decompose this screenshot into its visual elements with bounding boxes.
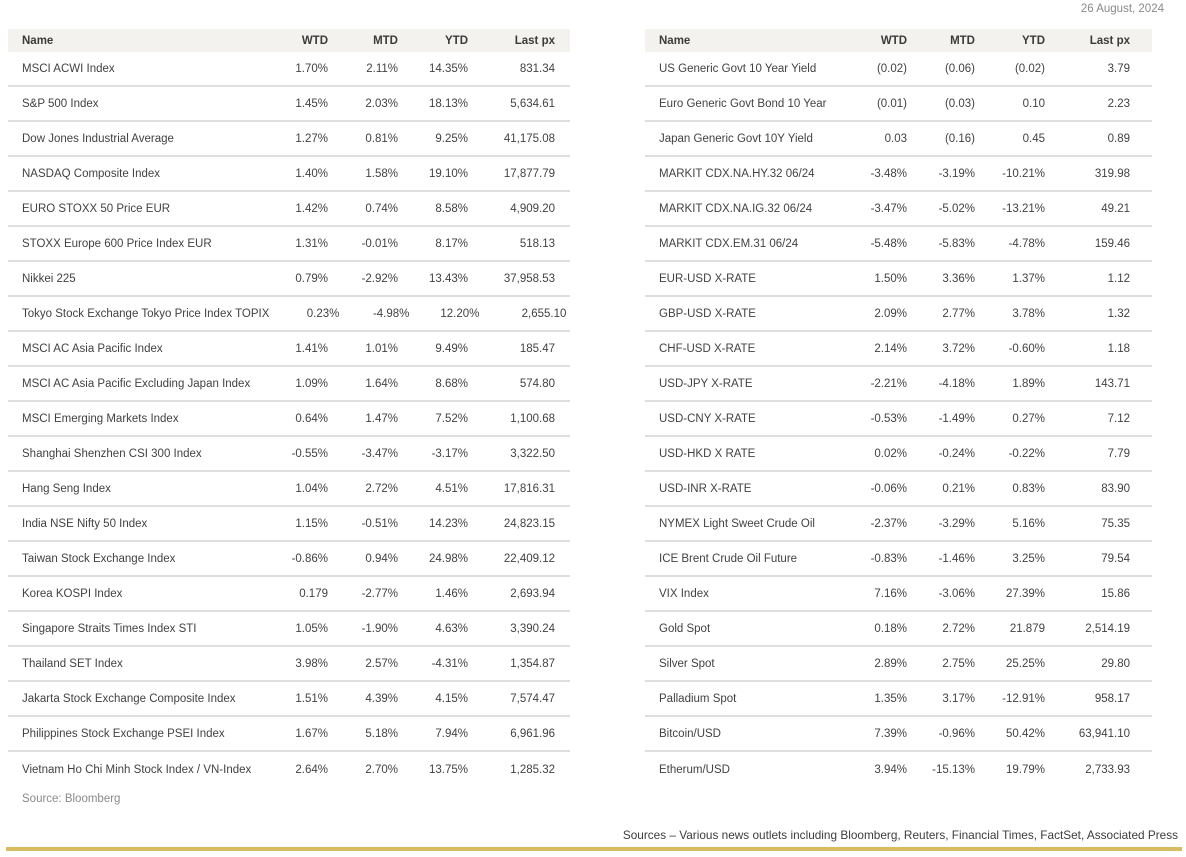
row-wtd: 1.35% (874, 692, 907, 705)
table-row (645, 367, 1152, 402)
row-mtd: 2.03% (365, 97, 398, 110)
table-row (8, 542, 570, 577)
row-ytd: 50.42% (1005, 727, 1045, 740)
row-ytd: 4.63% (435, 622, 468, 635)
row-wtd: 2.64% (295, 763, 328, 776)
table-row (645, 227, 1152, 262)
row-wtd: -0.06% (870, 482, 907, 495)
row-ytd: 14.23% (428, 517, 468, 530)
table-row (8, 682, 570, 717)
row-ytd: -12.91% (1002, 692, 1045, 705)
row-ytd: 1.46% (435, 587, 468, 600)
row-wtd: 1.04% (295, 482, 328, 495)
row-wtd: -2.37% (870, 517, 907, 530)
row-wtd: 0.02% (874, 447, 907, 460)
market-indices-table (8, 29, 570, 787)
row-ytd: 5.16% (1012, 517, 1045, 530)
row-name: India NSE Nifty 50 Index (22, 517, 148, 530)
row-last-px: 83.90 (1101, 482, 1130, 495)
row-wtd: 3.94% (874, 763, 907, 776)
row-ytd: 13.43% (428, 272, 468, 285)
row-last-px: 29.80 (1101, 657, 1130, 670)
table-row (645, 752, 1152, 787)
row-wtd: 1.05% (295, 622, 328, 635)
row-ytd: 3.78% (1012, 307, 1045, 320)
row-ytd: 21.879 (1009, 622, 1045, 635)
row-last-px: 7.79 (1107, 447, 1130, 460)
row-name: Tokyo Stock Exchange Tokyo Price Index TOPIX (22, 307, 270, 320)
row-name: Gold Spot (659, 622, 711, 635)
row-last-px: 6,961.96 (510, 727, 555, 740)
col-header-name: Name (659, 34, 691, 47)
row-wtd: 7.16% (874, 587, 907, 600)
row-last-px: 3,390.24 (510, 622, 555, 635)
row-wtd: 2.09% (874, 307, 907, 320)
row-wtd: -0.83% (870, 552, 907, 565)
row-ytd: 3.25% (1012, 552, 1045, 565)
row-mtd: -5.83% (938, 237, 975, 250)
row-ytd: 9.49% (435, 342, 468, 355)
row-ytd: 24.98% (428, 552, 468, 565)
row-ytd: 1.89% (1012, 377, 1045, 390)
row-ytd: 7.94% (435, 727, 468, 740)
row-last-px: 1.12 (1107, 272, 1130, 285)
col-header-mtd: MTD (373, 34, 398, 47)
row-last-px: 63,941.10 (1078, 727, 1130, 740)
table-row (8, 472, 570, 507)
row-mtd: 0.94% (365, 552, 398, 565)
row-mtd: 1.47% (365, 412, 398, 425)
row-mtd: -0.51% (361, 517, 398, 530)
source-note: Source: Bloomberg (22, 793, 121, 805)
table-row (645, 507, 1152, 542)
table-row (645, 192, 1152, 227)
row-mtd: (0.16) (944, 132, 975, 145)
table-row (645, 122, 1152, 157)
row-last-px: 185.47 (519, 342, 555, 355)
row-mtd: 2.70% (365, 763, 398, 776)
row-name: MARKIT CDX.NA.IG.32 06/24 (659, 202, 813, 215)
row-name: EURO STOXX 50 Price EUR (22, 202, 171, 215)
row-ytd: 8.17% (435, 237, 468, 250)
row-last-px: 17,816.31 (503, 482, 555, 495)
row-last-px: 5,634.61 (510, 97, 555, 110)
col-header-ytd: YTD (445, 34, 468, 47)
row-mtd: 0.74% (365, 202, 398, 215)
row-last-px: 319.98 (1094, 167, 1130, 180)
row-wtd: 0.179 (299, 587, 328, 600)
row-name: MARKIT CDX.NA.HY.32 06/24 (659, 167, 815, 180)
row-name: VIX Index (659, 587, 709, 600)
row-last-px: 1.18 (1107, 342, 1130, 355)
row-name: Euro Generic Govt Bond 10 Year (659, 97, 827, 110)
row-name: Korea KOSPI Index (22, 587, 123, 600)
row-mtd: 3.72% (942, 342, 975, 355)
row-wtd: 1.70% (295, 62, 328, 75)
row-mtd: 1.01% (365, 342, 398, 355)
row-name: Vietnam Ho Chi Minh Stock Index / VN-Index (22, 763, 252, 776)
row-wtd: -0.55% (291, 447, 328, 460)
row-ytd: -4.31% (431, 657, 468, 670)
bottom-accent-bar (6, 847, 1182, 851)
row-name: USD-HKD X RATE (659, 447, 756, 460)
row-mtd: -1.46% (938, 552, 975, 565)
row-mtd: -1.49% (938, 412, 975, 425)
row-wtd: 0.18% (874, 622, 907, 635)
table-row (645, 542, 1152, 577)
row-last-px: 1.32 (1107, 307, 1130, 320)
row-name: EUR-USD X-RATE (659, 272, 756, 285)
table-row (645, 682, 1152, 717)
row-last-px: 49.21 (1101, 202, 1130, 215)
row-ytd: -4.78% (1008, 237, 1045, 250)
row-wtd: -0.86% (291, 552, 328, 565)
row-mtd: 0.81% (365, 132, 398, 145)
row-ytd: 4.51% (435, 482, 468, 495)
row-last-px: 958.17 (1094, 692, 1130, 705)
table-row (645, 577, 1152, 612)
row-last-px: 1,100.68 (510, 412, 555, 425)
row-wtd: (0.02) (876, 62, 907, 75)
row-name: MSCI AC Asia Pacific Index (22, 342, 163, 355)
row-name: Bitcoin/USD (659, 727, 721, 740)
row-name: USD-INR X-RATE (659, 482, 752, 495)
row-last-px: 17,877.79 (503, 167, 555, 180)
row-name: Singapore Straits Times Index STI (22, 622, 197, 635)
row-wtd: 1.51% (295, 692, 328, 705)
row-mtd: -3.29% (938, 517, 975, 530)
row-last-px: 79.54 (1101, 552, 1130, 565)
row-wtd: 3.98% (295, 657, 328, 670)
row-last-px: 3.79 (1107, 62, 1130, 75)
col-header-wtd: WTD (301, 34, 328, 47)
row-mtd: -2.77% (361, 587, 398, 600)
table-row (645, 717, 1152, 752)
row-name: MSCI ACWI Index (22, 62, 115, 75)
row-name: NYMEX Light Sweet Crude Oil (659, 517, 815, 530)
row-mtd: -5.02% (938, 202, 975, 215)
report-date: 26 August, 2024 (1080, 3, 1164, 15)
row-wtd: -5.48% (870, 237, 907, 250)
row-name: S&P 500 Index (22, 97, 99, 110)
table-row (8, 52, 570, 87)
row-mtd: 1.58% (365, 167, 398, 180)
row-ytd: 27.39% (1005, 587, 1045, 600)
col-header-name: Name (22, 34, 54, 47)
sources-footnote: Sources – Various news outlets including Bloomberg, Reuters, Financial Times, FactSet, Associated Press (622, 828, 1178, 842)
row-ytd: 8.68% (435, 377, 468, 390)
row-wtd: 0.79% (295, 272, 328, 285)
col-header-wtd: WTD (880, 34, 907, 47)
row-mtd: 4.39% (365, 692, 398, 705)
row-ytd: 0.83% (1012, 482, 1045, 495)
table-row (8, 647, 570, 682)
row-wtd: -2.21% (870, 377, 907, 390)
row-last-px: 0.89 (1107, 132, 1130, 145)
row-ytd: 8.58% (435, 202, 468, 215)
row-last-px: 2,514.19 (1085, 622, 1130, 635)
table-row (8, 192, 570, 227)
row-mtd: -1.90% (361, 622, 398, 635)
table-row (645, 332, 1152, 367)
row-name: GBP-USD X-RATE (659, 307, 756, 320)
row-last-px: 2,693.94 (510, 587, 555, 600)
table-row (8, 227, 570, 262)
row-mtd: -3.06% (938, 587, 975, 600)
row-last-px: 831.34 (519, 62, 555, 75)
row-ytd: 13.75% (428, 763, 468, 776)
row-name: STOXX Europe 600 Price Index EUR (22, 237, 212, 250)
row-last-px: 75.35 (1101, 517, 1130, 530)
row-last-px: 2,733.93 (1085, 763, 1130, 776)
row-name: USD-CNY X-RATE (659, 412, 756, 425)
row-wtd: 1.50% (874, 272, 907, 285)
row-name: Nikkei 225 (22, 272, 76, 285)
row-ytd: 18.13% (428, 97, 468, 110)
row-mtd: 2.11% (366, 62, 398, 75)
row-name: NASDAQ Composite Index (22, 167, 161, 180)
row-wtd: (0.01) (876, 97, 907, 110)
row-ytd: 4.15% (435, 692, 468, 705)
row-last-px: 15.86 (1101, 587, 1130, 600)
row-name: Taiwan Stock Exchange Index (22, 552, 176, 565)
row-name: MARKIT CDX.EM.31 06/24 (659, 237, 799, 250)
row-mtd: 3.36% (942, 272, 975, 285)
row-wtd: 0.64% (295, 412, 328, 425)
row-wtd: 7.39% (874, 727, 907, 740)
row-mtd: -4.18% (938, 377, 975, 390)
table-row (8, 717, 570, 752)
table-header (645, 29, 1152, 52)
row-name: MSCI AC Asia Pacific Excluding Japan Index (22, 377, 251, 390)
row-ytd: -3.17% (431, 447, 468, 460)
row-ytd: 0.45 (1022, 132, 1045, 145)
row-mtd: 0.21% (942, 482, 975, 495)
row-ytd: -13.21% (1002, 202, 1045, 215)
table-body (8, 52, 570, 787)
rates-fx-commodities-table (645, 29, 1152, 787)
row-mtd: -0.24% (938, 447, 975, 460)
row-name: Dow Jones Industrial Average (22, 132, 174, 145)
row-name: Palladium Spot (659, 692, 737, 705)
table-row (8, 402, 570, 437)
table-row (8, 332, 570, 367)
row-name: CHF-USD X-RATE (659, 342, 756, 355)
table-row (645, 647, 1152, 682)
col-header-ytd: YTD (1022, 34, 1045, 47)
row-ytd: (0.02) (1014, 62, 1045, 75)
row-mtd: 2.57% (365, 657, 398, 670)
row-ytd: 19.10% (428, 167, 468, 180)
table-row (8, 367, 570, 402)
table-row (8, 437, 570, 472)
table-row (645, 297, 1152, 332)
table-row (645, 402, 1152, 437)
row-last-px: 2,655.10 (521, 307, 567, 320)
table-row (8, 612, 570, 647)
row-mtd: 1.64% (365, 377, 398, 390)
row-last-px: 41,175.08 (503, 132, 555, 145)
row-wtd: 0.03 (884, 132, 907, 145)
col-header-last-px: Last px (1089, 34, 1130, 47)
row-wtd: -3.47% (870, 202, 907, 215)
row-wtd: 1.67% (295, 727, 328, 740)
row-ytd: 1.37% (1012, 272, 1045, 285)
table-row (8, 577, 570, 612)
row-mtd: 2.75% (942, 657, 975, 670)
table-row (8, 157, 570, 192)
row-mtd: (0.03) (944, 97, 975, 110)
row-last-px: 22,409.12 (503, 552, 555, 565)
row-name: US Generic Govt 10 Year Yield (659, 62, 817, 75)
table-row (8, 262, 570, 297)
row-last-px: 518.13 (519, 237, 555, 250)
row-last-px: 24,823.15 (503, 517, 555, 530)
col-header-last-px: Last px (514, 34, 555, 47)
row-wtd: 1.40% (295, 167, 328, 180)
row-mtd: 2.72% (942, 622, 975, 635)
table-body (645, 52, 1152, 787)
row-name: Silver Spot (659, 657, 715, 670)
row-ytd: 12.20% (440, 307, 480, 320)
table-row (8, 507, 570, 542)
table-row (645, 52, 1152, 87)
row-name: USD-JPY X-RATE (659, 377, 753, 390)
table-row (8, 752, 570, 787)
row-ytd: 14.35% (428, 62, 468, 75)
table-row (645, 437, 1152, 472)
table-row (8, 87, 570, 122)
row-last-px: 574.80 (519, 377, 555, 390)
row-name: Etherum/USD (659, 763, 730, 776)
row-name: Thailand SET Index (22, 657, 123, 670)
row-last-px: 2.23 (1107, 97, 1130, 110)
row-last-px: 159.46 (1094, 237, 1130, 250)
row-last-px: 1,354.87 (510, 657, 555, 670)
row-wtd: 1.41% (295, 342, 328, 355)
row-mtd: -3.47% (361, 447, 398, 460)
row-last-px: 3,322.50 (510, 447, 555, 460)
table-row (645, 612, 1152, 647)
row-wtd: 2.89% (874, 657, 907, 670)
row-wtd: -3.48% (870, 167, 907, 180)
row-last-px: 7,574.47 (510, 692, 555, 705)
row-mtd: -2.92% (361, 272, 398, 285)
row-wtd: 1.42% (295, 202, 328, 215)
row-ytd: -0.22% (1008, 447, 1045, 460)
row-ytd: 7.52% (435, 412, 468, 425)
row-ytd: 9.25% (435, 132, 468, 145)
row-name: Philippines Stock Exchange PSEI Index (22, 727, 225, 740)
table-header (8, 29, 570, 52)
row-wtd: 1.31% (295, 237, 328, 250)
row-wtd: -0.53% (870, 412, 907, 425)
row-name: MSCI Emerging Markets Index (22, 412, 179, 425)
row-mtd: 5.18% (365, 727, 398, 740)
row-wtd: 1.15% (295, 517, 328, 530)
table-row (645, 472, 1152, 507)
row-wtd: 2.14% (874, 342, 907, 355)
row-mtd: 2.72% (365, 482, 398, 495)
row-mtd: -15.13% (932, 763, 975, 776)
row-mtd: -0.01% (361, 237, 398, 250)
row-wtd: 1.27% (295, 132, 328, 145)
row-mtd: 3.17% (942, 692, 975, 705)
row-mtd: -4.98% (372, 307, 410, 320)
row-name: Jakarta Stock Exchange Composite Index (22, 692, 236, 705)
row-last-px: 37,958.53 (503, 272, 555, 285)
row-ytd: -10.21% (1002, 167, 1045, 180)
table-row (645, 87, 1152, 122)
row-ytd: 19.79% (1005, 763, 1045, 776)
row-mtd: -3.19% (938, 167, 975, 180)
row-wtd: 0.23% (306, 307, 340, 320)
table-row (645, 262, 1152, 297)
table-row (8, 122, 570, 157)
row-last-px: 7.12 (1107, 412, 1130, 425)
row-mtd: (0.06) (944, 62, 975, 75)
row-wtd: 1.09% (295, 377, 328, 390)
col-header-mtd: MTD (950, 34, 975, 47)
row-ytd: 25.25% (1005, 657, 1045, 670)
row-ytd: 0.10 (1022, 97, 1045, 110)
row-ytd: 0.27% (1012, 412, 1045, 425)
row-last-px: 143.71 (1094, 377, 1130, 390)
table-row (645, 157, 1152, 192)
row-mtd: 2.77% (942, 307, 975, 320)
row-last-px: 4,909.20 (510, 202, 555, 215)
table-row (8, 297, 570, 332)
row-wtd: 1.45% (295, 97, 328, 110)
row-mtd: -0.96% (938, 727, 975, 740)
row-ytd: -0.60% (1008, 342, 1045, 355)
row-name: Hang Seng Index (22, 482, 111, 495)
row-name: Japan Generic Govt 10Y Yield (659, 132, 813, 145)
row-name: ICE Brent Crude Oil Future (659, 552, 798, 565)
row-name: Shanghai Shenzhen CSI 300 Index (22, 447, 202, 460)
row-last-px: 1,285.32 (510, 763, 555, 776)
